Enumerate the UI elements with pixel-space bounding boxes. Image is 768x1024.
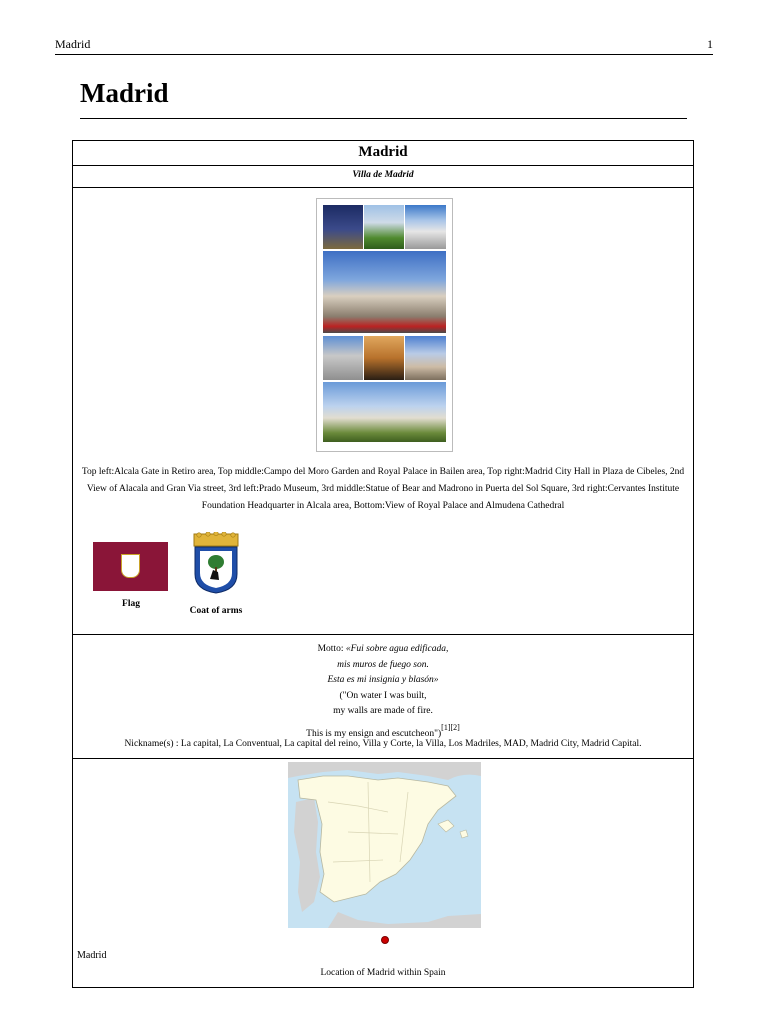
map-caption: Location of Madrid within Spain	[320, 968, 446, 978]
infobox	[72, 140, 694, 988]
motto-prefix: Motto:	[317, 644, 346, 654]
article-title: Madrid	[80, 78, 169, 108]
city-collage-image[interactable]	[316, 198, 453, 452]
infobox-native-name: Villa de Madrid	[73, 165, 693, 188]
page-number: 1	[707, 37, 713, 51]
running-header-title: Madrid	[55, 37, 91, 51]
cervantes-institute-photo	[405, 336, 446, 380]
royal-palace-almudena-photo	[323, 382, 446, 442]
motto-spanish-2: mis muros de fuego son.	[337, 659, 429, 670]
coat-of-arms-label: Coat of arms	[189, 606, 243, 616]
infobox-images	[73, 187, 693, 635]
collage-caption: Top left:Alcala Gate in Retiro area, Top middle:Campo del Moro Garden and Royal Palace in Bailen area, Top right:Madrid City Hall in Plaza de Cibeles, 2nd View of Alacala and Gran Via street, 3rd left:Prado Museum, 3rd middle:Statue of Bear and Madrono in Puerta del Sol Square, 3rd right:Cervantes Institute Foundation Headquarter in Alcala area, Bottom:View of Royal Palace and Almudena Cathedral	[81, 467, 685, 511]
prado-museum-photo	[323, 336, 363, 380]
alcala-gate-photo	[323, 205, 363, 249]
spain-location-map[interactable]	[288, 762, 481, 928]
campo-del-moro-photo	[364, 205, 404, 249]
infobox-location-map	[73, 758, 693, 987]
flag-shield-icon	[121, 554, 140, 578]
motto-line-1	[73, 642, 693, 658]
motto-spanish-3: Esta es mi insignia y blasón»	[327, 675, 439, 685]
reference-links[interactable]: [1][2]	[441, 722, 460, 732]
running-header	[55, 37, 713, 55]
motto-english-1: ("On water I was built,	[339, 690, 427, 701]
coat-of-arms-image[interactable]	[191, 532, 241, 594]
gran-via-photo	[323, 251, 446, 333]
madrid-location-marker-icon	[381, 936, 389, 944]
city-hall-photo	[405, 205, 446, 249]
motto-spanish-1: «Fui sobre agua edificada,	[345, 644, 449, 654]
bear-statue-photo	[364, 336, 404, 380]
madrid-flag-image[interactable]	[93, 542, 168, 591]
flag-label: Flag	[122, 599, 140, 609]
nicknames: Nickname(s) : La capital, La Conventual, La capital del reino, Villa y Corte, la Villa, Los Madriles, MAD, Madrid City, Madrid Capital.	[124, 739, 642, 749]
motto-english-2: my walls are made of fire.	[333, 706, 433, 716]
infobox-motto	[73, 634, 693, 759]
map-label: Madrid	[77, 950, 107, 961]
infobox-name: Madrid	[73, 141, 693, 166]
title-divider	[80, 118, 687, 119]
motto-english-3: This is my ensign and escutcheon")	[306, 728, 442, 739]
